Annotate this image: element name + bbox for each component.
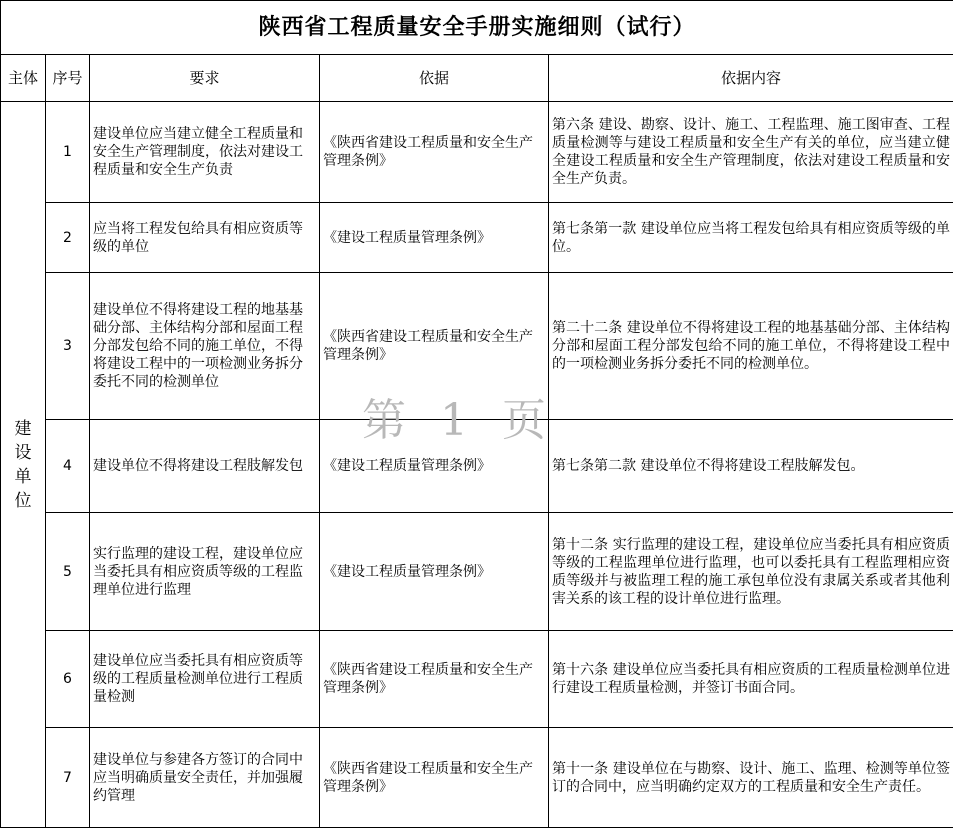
requirement-cell: 建设单位不得将建设工程的地基基础分部、主体结构分部和屋面工程分部发包给不同的施工单位，不得将建设工程中的一项检测业务拆分委托不同的检测单位 bbox=[90, 273, 320, 420]
table-row bbox=[1, 273, 953, 420]
content-cell: 第十二条 实行监理的建设工程，建设单位应当委托具有相应资质等级的工程监理单位进行监理，也可以委托具有工程监理相应资质等级并与被监理工程的施工承包单位没有隶属关系或者其他利害关系的该工程的设计单位进行监理。 bbox=[549, 513, 953, 631]
table-row bbox=[1, 420, 953, 513]
basis-cell: 《建设工程质量管理条例》 bbox=[320, 420, 549, 513]
title-row bbox=[1, 1, 953, 55]
seq-cell: 5 bbox=[46, 513, 90, 631]
header-basis: 依据 bbox=[320, 55, 549, 102]
requirement-cell: 建设单位应当委托具有相应资质等级的工程质量检测单位进行工程质量检测 bbox=[90, 631, 320, 728]
page-title: 陕西省工程质量安全手册实施细则（试行） bbox=[1, 1, 953, 55]
content-cell: 第六条 建设、勘察、设计、施工、工程监理、施工图审查、工程质量检测等与建设工程质量和安全生产有关的单位，应当建立健全建设工程质量和安全生产管理制度，依法对建设工程质量和安全生产负责。 bbox=[549, 102, 953, 203]
content-cell: 第七条第二款 建设单位不得将建设工程肢解发包。 bbox=[549, 420, 953, 513]
seq-cell: 7 bbox=[46, 728, 90, 828]
seq-cell: 6 bbox=[46, 631, 90, 728]
content-cell: 第七条第一款 建设单位应当将工程发包给具有相应资质等级的单位。 bbox=[549, 203, 953, 273]
table-row bbox=[1, 513, 953, 631]
content-cell: 第十六条 建设单位应当委托具有相应资质的工程质量检测单位进行建设工程质量检测，并签订书面合同。 bbox=[549, 631, 953, 728]
header-requirement: 要求 bbox=[90, 55, 320, 102]
seq-cell: 1 bbox=[46, 102, 90, 203]
table-row bbox=[1, 631, 953, 728]
table-row bbox=[1, 203, 953, 273]
table-row bbox=[1, 728, 953, 828]
basis-cell: 《陕西省建设工程质量和安全生产管理条例》 bbox=[320, 728, 549, 828]
header-row bbox=[1, 55, 953, 102]
seq-cell: 2 bbox=[46, 203, 90, 273]
header-subject: 主体 bbox=[1, 55, 46, 102]
basis-cell: 《陕西省建设工程质量和安全生产管理条例》 bbox=[320, 631, 549, 728]
table-row bbox=[1, 102, 953, 203]
seq-cell: 4 bbox=[46, 420, 90, 513]
requirement-cell: 建设单位不得将建设工程肢解发包 bbox=[90, 420, 320, 513]
requirement-cell: 实行监理的建设工程，建设单位应当委托具有相应资质等级的工程监理单位进行监理 bbox=[90, 513, 320, 631]
header-content: 依据内容 bbox=[549, 55, 953, 102]
content-cell: 第二十二条 建设单位不得将建设工程的地基基础分部、主体结构分部和屋面工程分部发包给不同的施工单位，不得将建设工程中的一项检测业务拆分委托不同的检测单位。 bbox=[549, 273, 953, 420]
page-number-watermark: 第 1 页 bbox=[362, 395, 556, 446]
header-seq: 序号 bbox=[46, 55, 90, 102]
requirement-cell: 建设单位与参建各方签订的合同中应当明确质量安全责任，并加强履约管理 bbox=[90, 728, 320, 828]
subject-cell bbox=[1, 102, 46, 828]
requirement-cell: 建设单位应当建立健全工程质量和安全生产管理制度，依法对建设工程质量和安全生产负责 bbox=[90, 102, 320, 203]
requirement-cell: 应当将工程发包给具有相应资质等级的单位 bbox=[90, 203, 320, 273]
basis-cell: 《陕西省建设工程质量和安全生产管理条例》 bbox=[320, 273, 549, 420]
basis-cell: 《陕西省建设工程质量和安全生产管理条例》 bbox=[320, 102, 549, 203]
seq-cell: 3 bbox=[46, 273, 90, 420]
subject-label: 建 设 单 位 bbox=[14, 418, 32, 511]
content-cell: 第十一条 建设单位在与勘察、设计、施工、监理、检测等单位签订的合同中，应当明确约定双方的工程质量和安全生产责任。 bbox=[549, 728, 953, 828]
basis-cell: 《建设工程质量管理条例》 bbox=[320, 203, 549, 273]
basis-cell: 《建设工程质量管理条例》 bbox=[320, 513, 549, 631]
